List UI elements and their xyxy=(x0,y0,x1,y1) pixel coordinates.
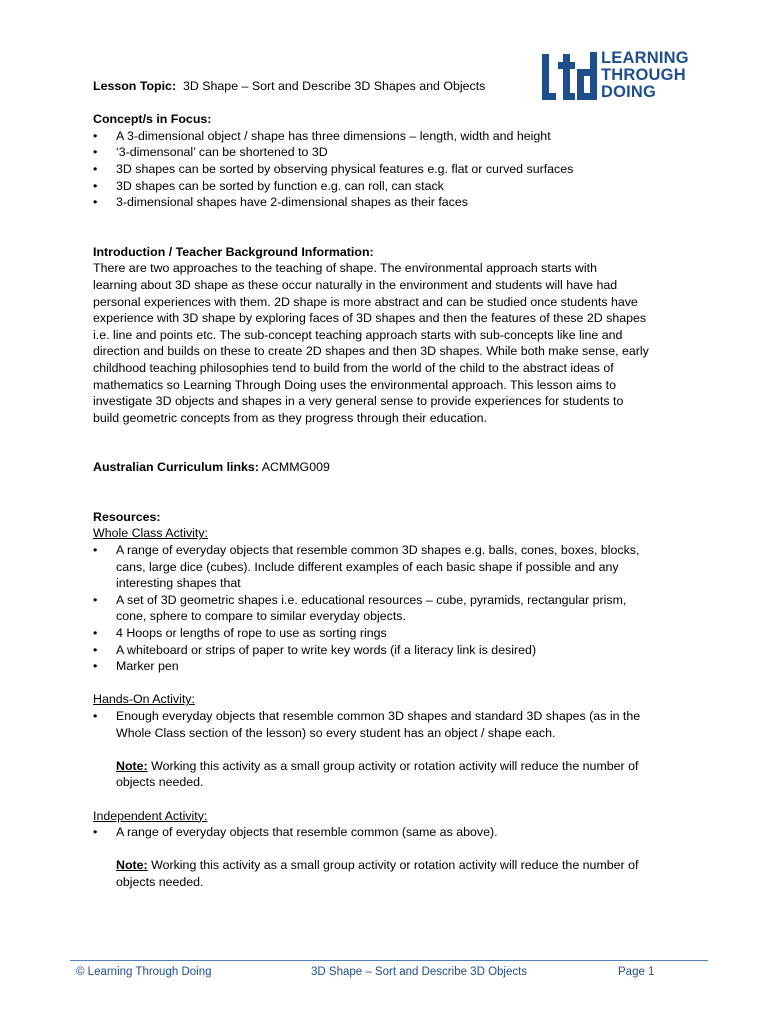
list-item xyxy=(93,625,693,642)
paragraph-line: childhood teaching philosophies tend to build from the world of the child to the abstract ideas of xyxy=(93,360,614,375)
paragraph-line: learning about 3D shape as these occur naturally in the environment and students will have had xyxy=(93,277,618,292)
logo-line-1: LEARNING xyxy=(601,49,689,67)
list-item xyxy=(93,542,693,592)
list-item xyxy=(93,642,693,659)
list-item-line: • A set of 3D geometric shapes i.e. educational resources – cube, pyramids, rectangular prism, xyxy=(116,592,627,607)
list-item: • 3-dimensional shapes have 2-dimensional shapes as their faces xyxy=(93,194,693,211)
hands-on-note xyxy=(93,758,693,791)
paragraph-line: mathematics so Learning Through Doing uses the environmental approach. This lesson aims to xyxy=(93,377,616,392)
lesson-topic xyxy=(93,78,693,95)
independent-note xyxy=(93,857,693,890)
hands-on-heading: Hands-On Activity: xyxy=(93,692,195,707)
document-body xyxy=(93,78,693,891)
concepts-heading: Concept/s in Focus: xyxy=(93,112,212,127)
lesson-topic-label: Lesson Topic: xyxy=(93,79,177,93)
list-item-line: interesting shapes that xyxy=(116,576,241,591)
note-text: objects needed. xyxy=(116,874,204,889)
curriculum-links xyxy=(93,459,693,476)
list-item: • 3D shapes can be sorted by function e.g. can roll, can stack xyxy=(93,178,693,195)
hands-on-list xyxy=(93,708,693,741)
note-text: Working this activity as a small group activity or rotation activity will reduce the number of xyxy=(147,858,639,873)
curriculum-label: Australian Curriculum links: xyxy=(93,460,259,475)
list-item-line: • A range of everyday objects that resemble common 3D shapes e.g. balls, cones, boxes, blocks, xyxy=(116,543,640,558)
curriculum-code: ACMMG009 xyxy=(261,460,330,475)
lesson-topic-value: 3D Shape – Sort and Describe 3D Shapes and Objects xyxy=(182,79,486,93)
list-item: • ‘3-dimensonal’ can be shortened to 3D xyxy=(93,144,693,161)
list-item-line: • A whiteboard or strips of paper to write key words (if a literacy link is desired) xyxy=(116,642,537,657)
note-label: Note: xyxy=(116,858,148,873)
list-item-line: cone, sphere to compare to similar everyday objects. xyxy=(116,609,406,624)
paragraph-line: investigate 3D objects and shapes in a very general sense to provide experiences for students to xyxy=(93,394,624,409)
logo-line-3: DOING xyxy=(601,83,657,101)
list-item: • A range of everyday objects that resemble common (same as above). xyxy=(93,824,693,841)
list-item-line: • Marker pen xyxy=(116,659,179,674)
list-item xyxy=(93,592,693,625)
independent-heading: Independent Activity: xyxy=(93,808,208,823)
list-item xyxy=(93,658,693,675)
resources-heading: Resources: xyxy=(93,509,161,524)
concepts-list xyxy=(93,128,693,211)
whole-class-heading: Whole Class Activity: xyxy=(93,526,208,541)
list-item: • A 3-dimensional object / shape has three dimensions – length, width and height xyxy=(93,128,693,145)
paragraph-line: experience with 3D shape by exploring faces of 3D shapes and then the features of these 2D shapes xyxy=(93,311,647,326)
logo-line-2: THROUGH xyxy=(601,66,686,84)
note-text: Working this activity as a small group activity or rotation activity will reduce the number of xyxy=(147,758,639,773)
footer-copyright: © Learning Through Doing xyxy=(76,966,212,978)
independent-list xyxy=(93,824,693,841)
footer-page-number: Page 1 xyxy=(618,966,655,978)
paragraph-line: There are two approaches to the teaching of shape. The environmental approach starts with xyxy=(93,261,597,276)
intro-heading: Introduction / Teacher Background Information: xyxy=(93,244,374,259)
footer-divider xyxy=(70,960,708,961)
note-label: Note: xyxy=(116,758,148,773)
paragraph-line: i.e. line and points etc. The sub-concept teaching approach starts with sub-concepts like line and xyxy=(93,327,623,342)
list-item-line: cans, large dice (cubes). Include different examples of each basic shape if possible and any xyxy=(116,559,619,574)
note-text: objects needed. xyxy=(116,775,204,790)
paragraph-line: direction and builds on these to create 2D shapes and then 3D shapes. While both make sense, early xyxy=(93,344,649,359)
list-item: • 3D shapes can be sorted by observing physical features e.g. flat or curved surfaces xyxy=(93,161,693,178)
paragraph-line: personal experiences with them. 2D shape is more abstract and can be studied once students have xyxy=(93,294,638,309)
intro-paragraph xyxy=(93,260,693,426)
list-item xyxy=(93,708,693,741)
list-item-line: • 4 Hoops or lengths of rope to use as sorting rings xyxy=(116,626,387,641)
footer-title: 3D Shape – Sort and Describe 3D Objects xyxy=(311,966,528,978)
list-item-line: Whole Class section of the lesson) so every student has an object / shape each. xyxy=(116,725,556,740)
list-item-line: • Enough everyday objects that resemble common 3D shapes and standard 3D shapes (as in the xyxy=(116,709,641,723)
whole-class-list xyxy=(93,542,693,675)
paragraph-line: build geometric concepts from as they progress through their education. xyxy=(93,410,487,425)
